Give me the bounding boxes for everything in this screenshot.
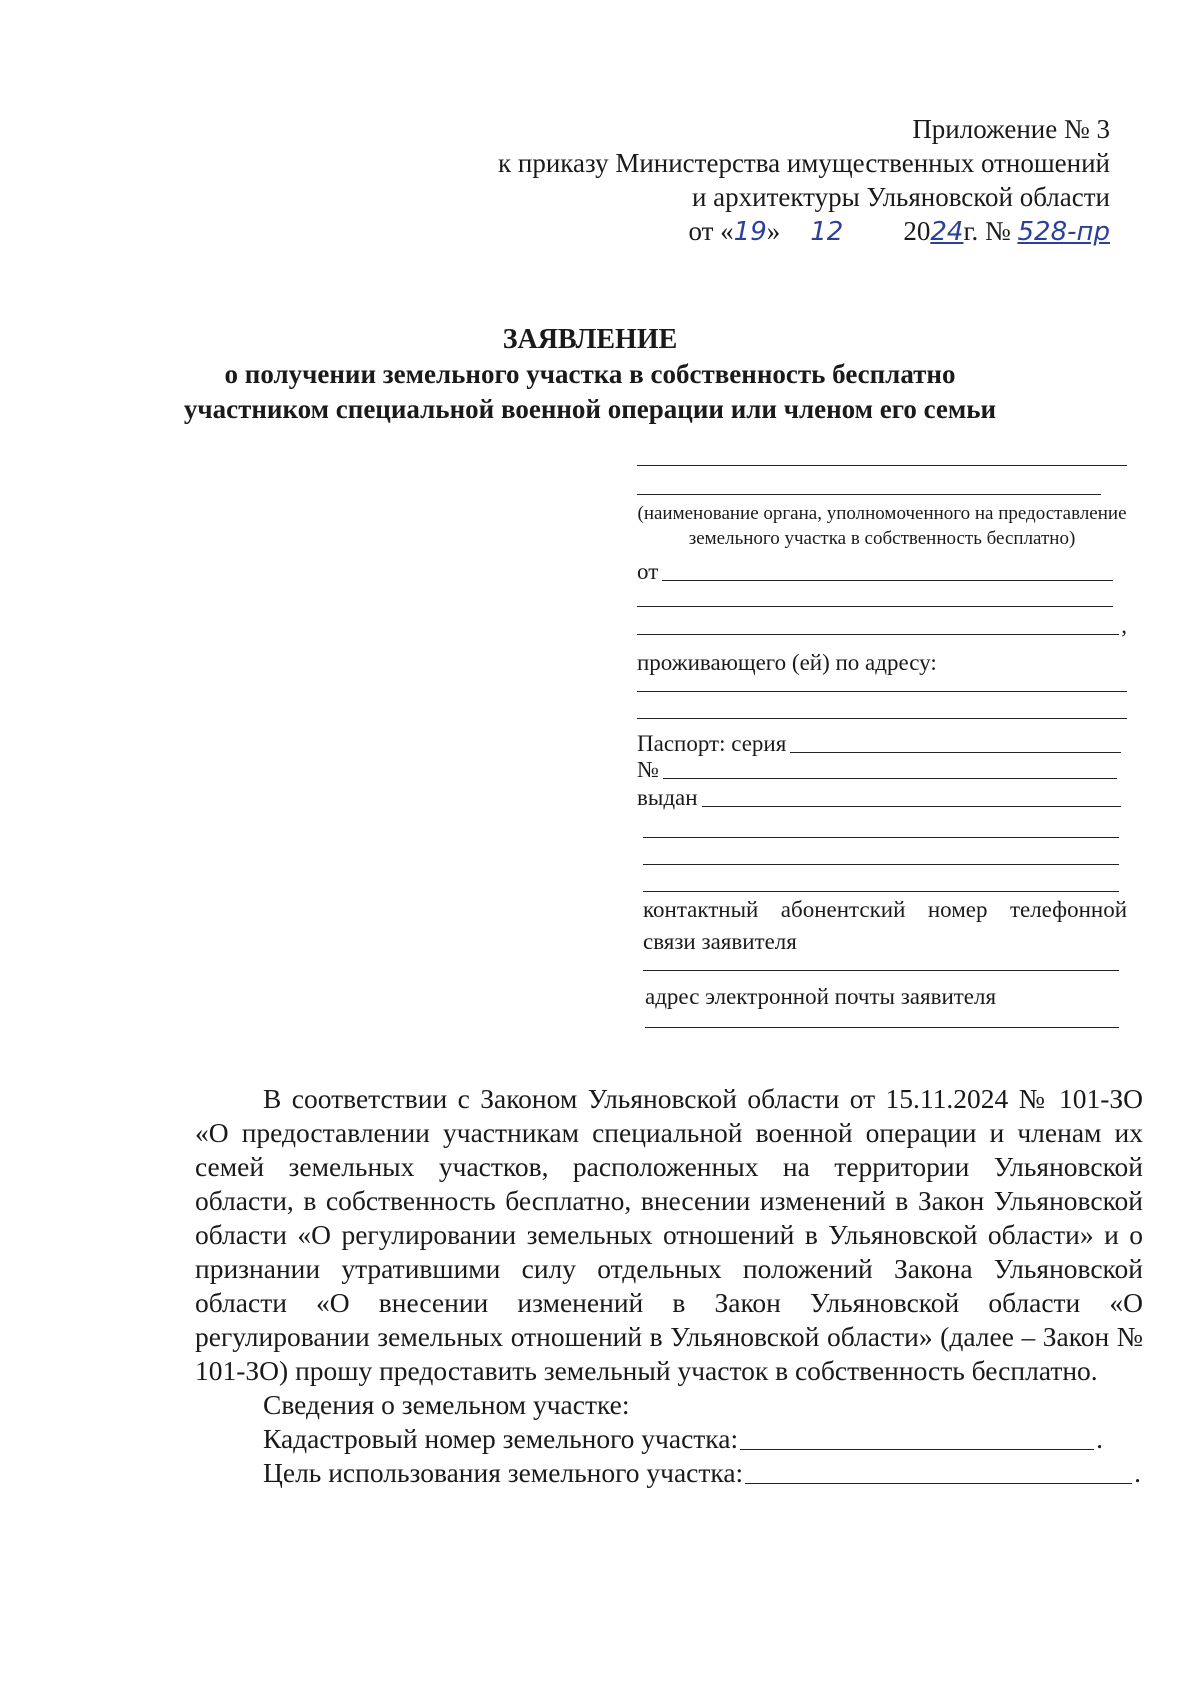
title-line-2: о получении земельного участка в собственность бесплатно <box>224 359 956 389</box>
passport-series-row <box>637 727 1127 757</box>
appendix-date-line <box>410 214 1110 249</box>
from-label: от <box>637 559 659 584</box>
title-heading: ЗАЯВЛЕНИЕ <box>502 324 678 355</box>
email-field[interactable] <box>645 1027 1119 1028</box>
handwritten-month: 12 <box>810 217 844 247</box>
document-body <box>195 1082 1143 1490</box>
purpose-row <box>195 1456 1143 1490</box>
issued-row <box>637 783 1127 811</box>
appendix-header <box>410 112 1110 249</box>
from-field-2[interactable] <box>637 606 1113 607</box>
passport-number-label: № <box>637 757 659 782</box>
address-field-1[interactable] <box>637 691 1127 692</box>
from-field-3[interactable] <box>637 634 1119 635</box>
passport-series-field[interactable] <box>790 752 1121 753</box>
cadastral-row <box>195 1422 1143 1456</box>
address-field-2[interactable] <box>637 718 1127 719</box>
applicant-form <box>637 445 1127 1028</box>
from-field[interactable] <box>662 580 1113 581</box>
passport-number-field[interactable] <box>663 778 1117 779</box>
appendix-title: Приложение № 3 <box>912 114 1110 144</box>
phone-field[interactable] <box>643 970 1119 971</box>
issued-field-3[interactable] <box>643 864 1119 865</box>
cadastral-label: Кадастровый номер земельного участка: <box>263 1423 739 1454</box>
document-title <box>150 322 1030 427</box>
date-quote-close: » <box>766 216 781 246</box>
purpose-field[interactable] <box>745 1483 1132 1484</box>
from-row-3 <box>637 611 1127 639</box>
appendix-order-line: к приказу Министерства имущественных отношений <box>498 148 1110 178</box>
land-info-label: Сведения о земельном участке: <box>263 1389 630 1420</box>
address-label: проживающего (ей) по адресу: <box>637 650 937 675</box>
appendix-ministry-line: и архитектуры Ульяновской области <box>691 182 1110 212</box>
handwritten-year: 24 <box>930 217 964 247</box>
date-prefix: от « <box>688 216 734 246</box>
comma: , <box>1121 613 1127 638</box>
passport-number-row <box>637 757 1127 783</box>
cadastral-end-dot: . <box>1096 1423 1103 1454</box>
organ-name-field-1[interactable] <box>637 465 1127 466</box>
issued-field-2[interactable] <box>643 837 1119 838</box>
passport-series-label: Паспорт: серия <box>637 731 787 756</box>
title-line-3: участником специальной военной операции или членом его семьи <box>183 394 997 424</box>
cadastral-field[interactable] <box>740 1449 1094 1450</box>
from-row-2 <box>637 585 1127 611</box>
from-row <box>637 555 1127 585</box>
purpose-end-dot: . <box>1134 1457 1141 1488</box>
body-paragraph: В соответствии с Законом Ульяновской области от 15.11.2024 № 101-ЗО «О предоставлении участникам специальной военной операции и членам их семей земельных участков, расположенных на территории Ульяновской области, в собственность бесплатно, внесении изменений в Закон Ульяновской области «О регулировании земельных отношений в Ульяновской области» и о признании утратившими силу отдельных положений Закона Ульяновской области «О внесении изменений в Закон Ульяновской области «О регулировании земельных отношений в Ульяновской области» (далее – Закон № 101-ЗО) прошу предоставить земельный участок в собственность бесплатно. <box>195 1083 1143 1386</box>
organ-name-field-2[interactable] <box>637 494 1101 495</box>
handwritten-day: 19 <box>733 217 767 247</box>
issued-label: выдан <box>637 785 698 810</box>
organ-caption: (наименование органа, уполномоченного на предоставление земельного участка в собственность бесплатно) <box>637 503 1127 549</box>
handwritten-order-number: 528-пр <box>1017 217 1110 247</box>
issued-field[interactable] <box>702 806 1121 807</box>
purpose-label: Цель использования земельного участка: <box>263 1457 744 1488</box>
email-label: адрес электронной почты заявителя <box>645 984 997 1009</box>
issued-field-4[interactable] <box>643 891 1119 892</box>
number-prefix: г. № <box>963 216 1011 246</box>
year-prefix: 20 <box>903 216 931 246</box>
phone-label: контактный абонентский номер телефонной связи заявителя <box>643 897 1127 954</box>
